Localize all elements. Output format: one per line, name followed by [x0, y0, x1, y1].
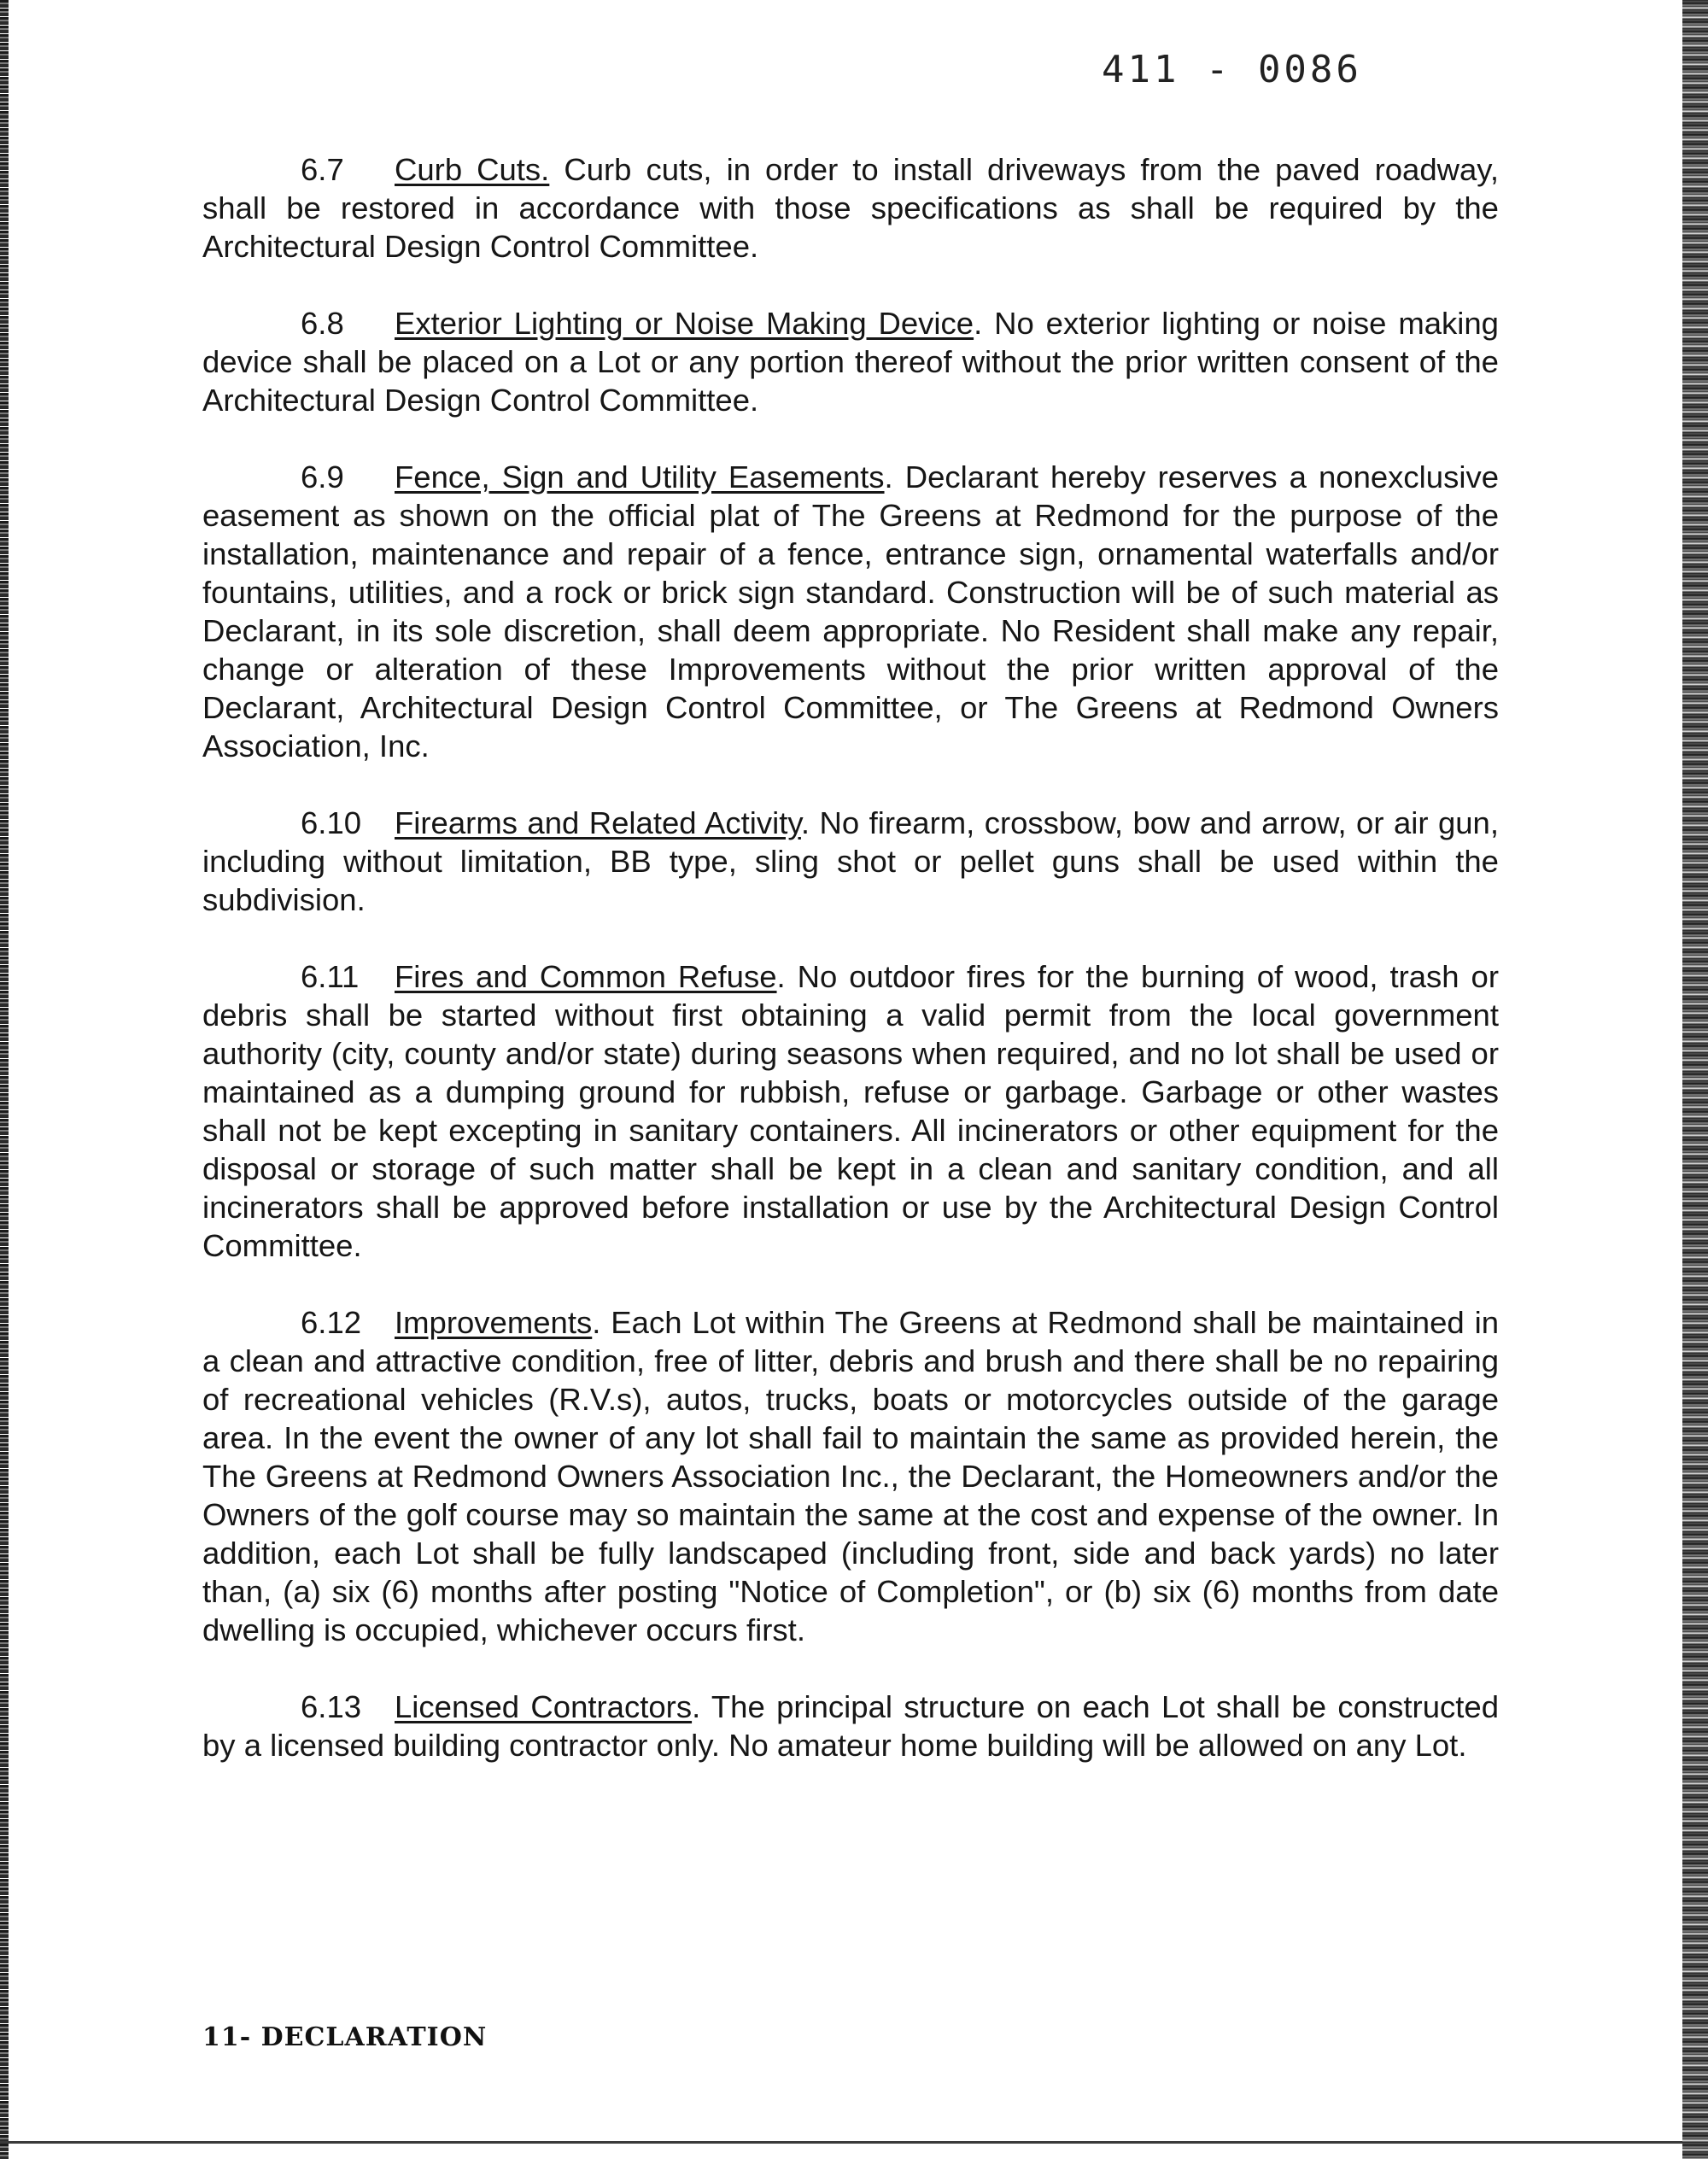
section-body: . No exterior lighting or noise making device shall be placed on a Lot or any portion thereof without the prior written consent of the Architectural Design Control Committee. — [202, 306, 1499, 418]
section-6-13 — [202, 1688, 1499, 1764]
section-number: 6.9 — [301, 459, 344, 494]
section-number: 6.13 — [301, 1689, 362, 1724]
scan-edge-bottom — [0, 2141, 1682, 2144]
scan-edge-left — [0, 0, 9, 2159]
document-body — [202, 150, 1499, 1803]
section-6-7 — [202, 150, 1499, 266]
section-number: 6.10 — [301, 805, 362, 840]
section-body: . No firearm, crossbow, bow and arrow, or air gun, including without limitation, BB type, sling shot or pellet guns shall be used within the subdivision. — [202, 805, 1499, 917]
section-body: . The principal structure on each Lot shall be constructed by a licensed building contractor only. No amateur home building will be allowed on any Lot. — [202, 1689, 1499, 1763]
section-6-11 — [202, 957, 1499, 1265]
page-number: 411 - 0086 — [1102, 48, 1362, 91]
section-title: Firearms and Related Activity — [395, 805, 801, 840]
section-title: Exterior Lighting or Noise Making Device — [395, 306, 974, 341]
section-title: Curb Cuts. — [395, 152, 550, 187]
section-number: 6.7 — [301, 152, 344, 187]
section-body: . Each Lot within The Greens at Redmond shall be maintained in a clean and attractive condition, free of litter, debris and brush and there shall be no repairing of recreational vehicles (R.V.s), autos, trucks, boats or motorcycles outside of the garage area. In the event the owner of any lot shall fail to maintain the same as provided herein, the The Greens at Redmond Owners Association Inc., the Declarant, the Homeowners and/or the Owners of the golf course may so maintain the same at the cost and expense of the owner. In addition, each Lot shall be fully landscaped (including front, side and back yards) no later than, (a) six (6) months after posting "Notice of Completion", or (b) six (6) months from date dwelling is occupied, whichever occurs first. — [202, 1305, 1499, 1647]
section-body: . No outdoor fires for the burning of wood, trash or debris shall be started without first obtaining a valid permit from the local government authority (city, county and/or state) during seasons when required, and no lot shall be used or maintained as a dumping ground for rubbish, refuse or garbage. Garbage or other wastes shall not be kept excepting in sanitary containers. All incinerators or other equipment for the disposal or storage of such matter shall be kept in a clean and sanitary condition, and all incinerators shall be approved before installation or use by the Architectural Design Control Committee. — [202, 959, 1499, 1263]
section-title: Licensed Contractors — [395, 1689, 693, 1724]
scan-edge-right — [1682, 0, 1708, 2159]
section-6-8 — [202, 304, 1499, 419]
section-body: Curb cuts, in order to install driveways from the paved roadway, shall be restored in accordance with those specifications as shall be required by the Architectural Design Control Committee. — [202, 152, 1499, 264]
section-6-12 — [202, 1303, 1499, 1649]
section-number: 6.11 — [301, 959, 360, 994]
section-title: Improvements — [395, 1305, 593, 1340]
section-6-9 — [202, 458, 1499, 765]
footer-label: 11- DECLARATION — [202, 2022, 488, 2052]
section-title: Fence, Sign and Utility Easements — [395, 459, 885, 494]
section-title: Fires and Common Refuse — [395, 959, 777, 994]
section-number: 6.8 — [301, 306, 344, 341]
section-number: 6.12 — [301, 1305, 362, 1340]
section-body: . Declarant hereby reserves a nonexclusive easement as shown on the official plat of The Greens at Redmond for the purpose of the installation, maintenance and repair of a fence, entrance sign, ornamental waterfalls and/or fountains, utilities, and a rock or brick sign standard. Construction will be of such material as Declarant, in its sole discretion, shall deem appropriate. No Resident shall make any repair, change or alteration of these Improvements without the prior written approval of the Declarant, Architectural Design Control Committee, or The Greens at Redmond Owners Association, Inc. — [202, 459, 1499, 764]
section-6-10 — [202, 804, 1499, 919]
